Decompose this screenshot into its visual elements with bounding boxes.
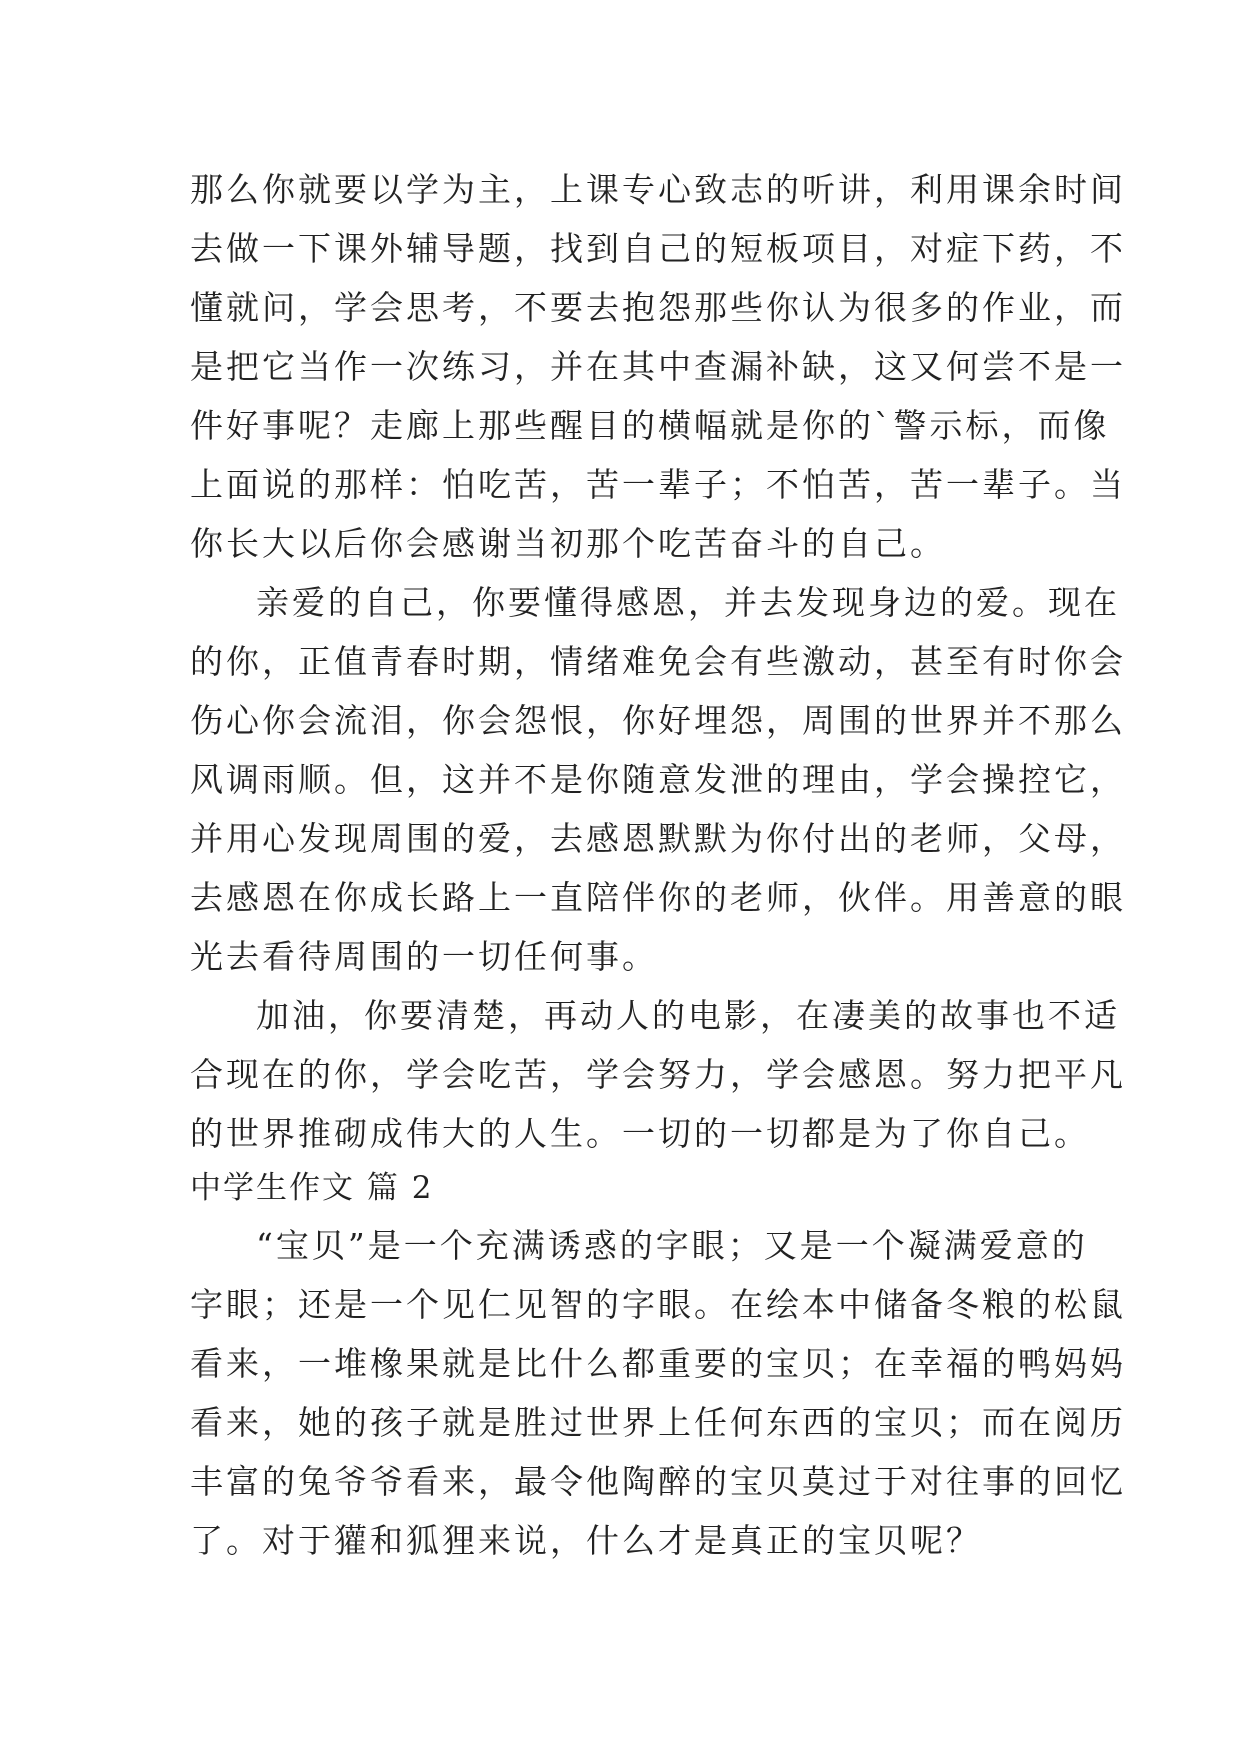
paragraph-line: 你长大以后你会感谢当初那个吃苦奋斗的自己。	[190, 524, 946, 563]
paragraph-line: 去感恩在你成长路上一直陪伴你的老师，伙伴。用善意的眼	[190, 878, 1126, 917]
paragraph-line: 了。对于獾和狐狸来说，什么才是真正的宝贝呢？	[190, 1521, 982, 1560]
paragraph-line: 光去看待周围的一切任何事。	[190, 937, 658, 976]
paragraph-line: 件好事呢？走廊上那些醒目的横幅就是你的`警示标，而像	[190, 406, 1110, 445]
paragraph-line: 是把它当作一次练习，并在其中查漏补缺，这又何尝不是一	[190, 347, 1126, 386]
paragraph-line: 看来，一堆橡果就是比什么都重要的宝贝；在幸福的鸭妈妈	[190, 1344, 1126, 1383]
paragraph-line: 字眼；还是一个见仁见智的字眼。在绘本中储备冬粮的松鼠	[190, 1285, 1126, 1324]
paragraph-line: 合现在的你，学会吃苦，学会努力，学会感恩。努力把平凡	[190, 1055, 1126, 1094]
paragraph-line: 的你，正值青春时期，情绪难免会有些激动，甚至有时你会	[190, 642, 1126, 681]
paragraph-line: 丰富的兔爷爷看来，最令他陶醉的宝贝莫过于对往事的回忆	[190, 1462, 1126, 1501]
paragraph-line: 那么你就要以学为主，上课专心致志的听讲，利用课余时间	[190, 170, 1126, 209]
paragraph-line: 风调雨顺。但，这并不是你随意发泄的理由，学会操控它，	[190, 760, 1126, 799]
paragraph-first-line: “宝贝”是一个充满诱惑的字眼；又是一个凝满爱意的	[256, 1226, 1088, 1265]
paragraph-line: 并用心发现周围的爱，去感恩默默为你付出的老师，父母，	[190, 819, 1126, 858]
paragraph-line: 的世界推砌成伟大的人生。一切的一切都是为了你自己。	[190, 1114, 1090, 1153]
paragraph-line: 看来，她的孩子就是胜过世界上任何东西的宝贝；而在阅历	[190, 1403, 1126, 1442]
paragraph-line: 去做一下课外辅导题，找到自己的短板项目，对症下药，不	[190, 229, 1126, 268]
paragraph-line: 伤心你会流泪，你会怨恨，你好埋怨，周围的世界并不那么	[190, 701, 1126, 740]
paragraph-first-line: 加油，你要清楚，再动人的电影，在凄美的故事也不适	[256, 996, 1120, 1035]
paragraph-line: 懂就问，学会思考，不要去抱怨那些你认为很多的作业，而	[190, 288, 1126, 327]
paragraph-first-line: 亲爱的自己，你要懂得感恩，并去发现身边的爱。现在	[256, 583, 1120, 622]
section-heading: 中学生作文 篇 2	[190, 1170, 434, 1206]
paragraph-line: 上面说的那样：怕吃苦，苦一辈子；不怕苦，苦一辈子。当	[190, 465, 1126, 504]
